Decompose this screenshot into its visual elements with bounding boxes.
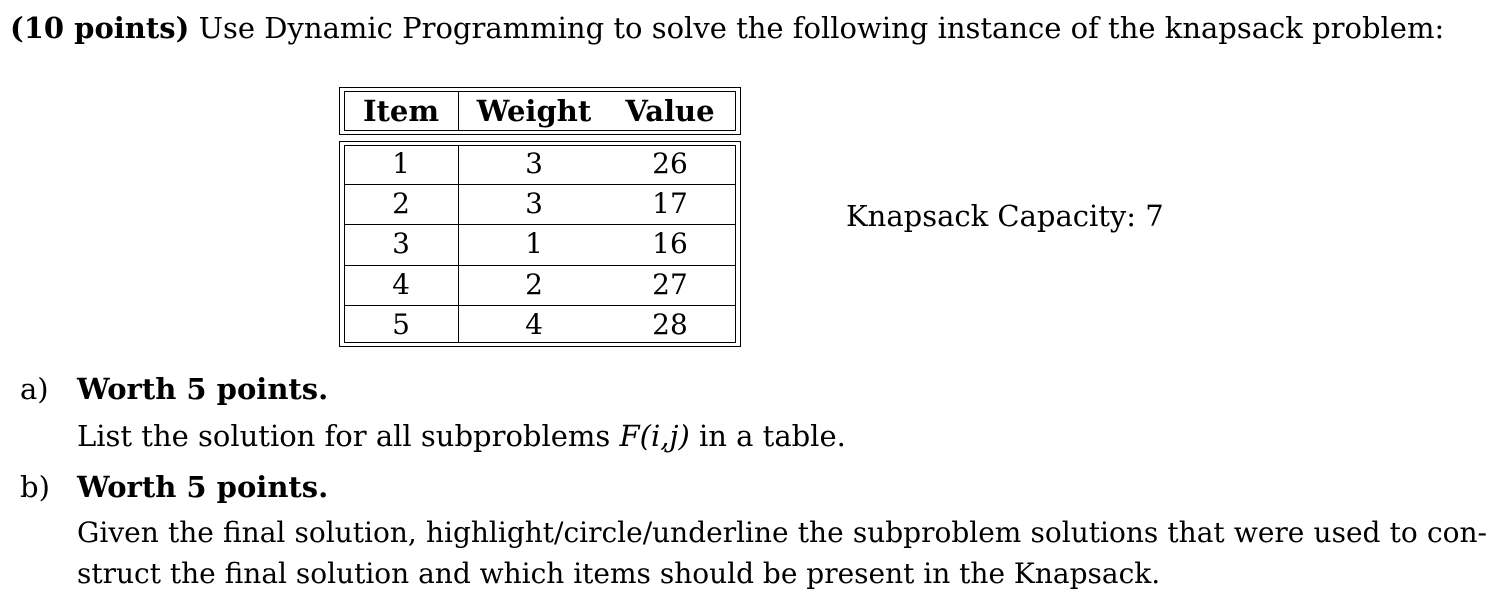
header-item: Item <box>362 94 440 128</box>
part-a-math: F(i,j) <box>619 419 690 453</box>
part-a-title: Worth 5 points. <box>77 372 329 406</box>
table-cell-weight: 1 <box>525 227 543 260</box>
header-weight: Weight <box>476 94 592 128</box>
table-cell-value: 16 <box>652 227 688 260</box>
part-a-text <box>77 416 846 456</box>
table-cell-item: 4 <box>392 268 410 301</box>
part-a-label: a) <box>20 372 49 406</box>
knapsack-table-header <box>339 87 741 135</box>
part-a-text-before: List the solution for all subproblems <box>77 419 620 453</box>
table-cell-value: 17 <box>652 187 688 220</box>
table-cell-item: 5 <box>392 308 410 341</box>
table-cell-value: 26 <box>652 147 688 180</box>
knapsack-table-body <box>339 141 741 347</box>
question-prompt <box>10 8 1444 48</box>
prompt-text: Use Dynamic Programming to solve the following instance of the knapsack problem: <box>198 11 1445 45</box>
table-cell-item: 3 <box>392 227 410 260</box>
table-cell-value: 27 <box>652 268 688 301</box>
table-cell-value: 28 <box>652 308 688 341</box>
points-label: (10 points) <box>10 11 190 45</box>
part-b-label: b) <box>20 470 50 504</box>
part-b-title: Worth 5 points. <box>77 470 329 504</box>
table-cell-item: 1 <box>392 147 410 180</box>
table-cell-weight: 3 <box>525 187 543 220</box>
table-cell-weight: 4 <box>525 308 543 341</box>
part-b-text: Given the final solution, highlight/circle/underline the subproblem solutions that were used to con-struct the final solution and which items should be present in the Knapsack. <box>77 516 1487 590</box>
part-a-text-after: in a table. <box>689 419 846 453</box>
table-cell-item: 2 <box>392 187 410 220</box>
table-cell-weight: 3 <box>525 147 543 180</box>
knapsack-capacity: Knapsack Capacity: 7 <box>846 199 1164 233</box>
header-value: Value <box>625 94 715 128</box>
table-cell-weight: 2 <box>525 268 543 301</box>
